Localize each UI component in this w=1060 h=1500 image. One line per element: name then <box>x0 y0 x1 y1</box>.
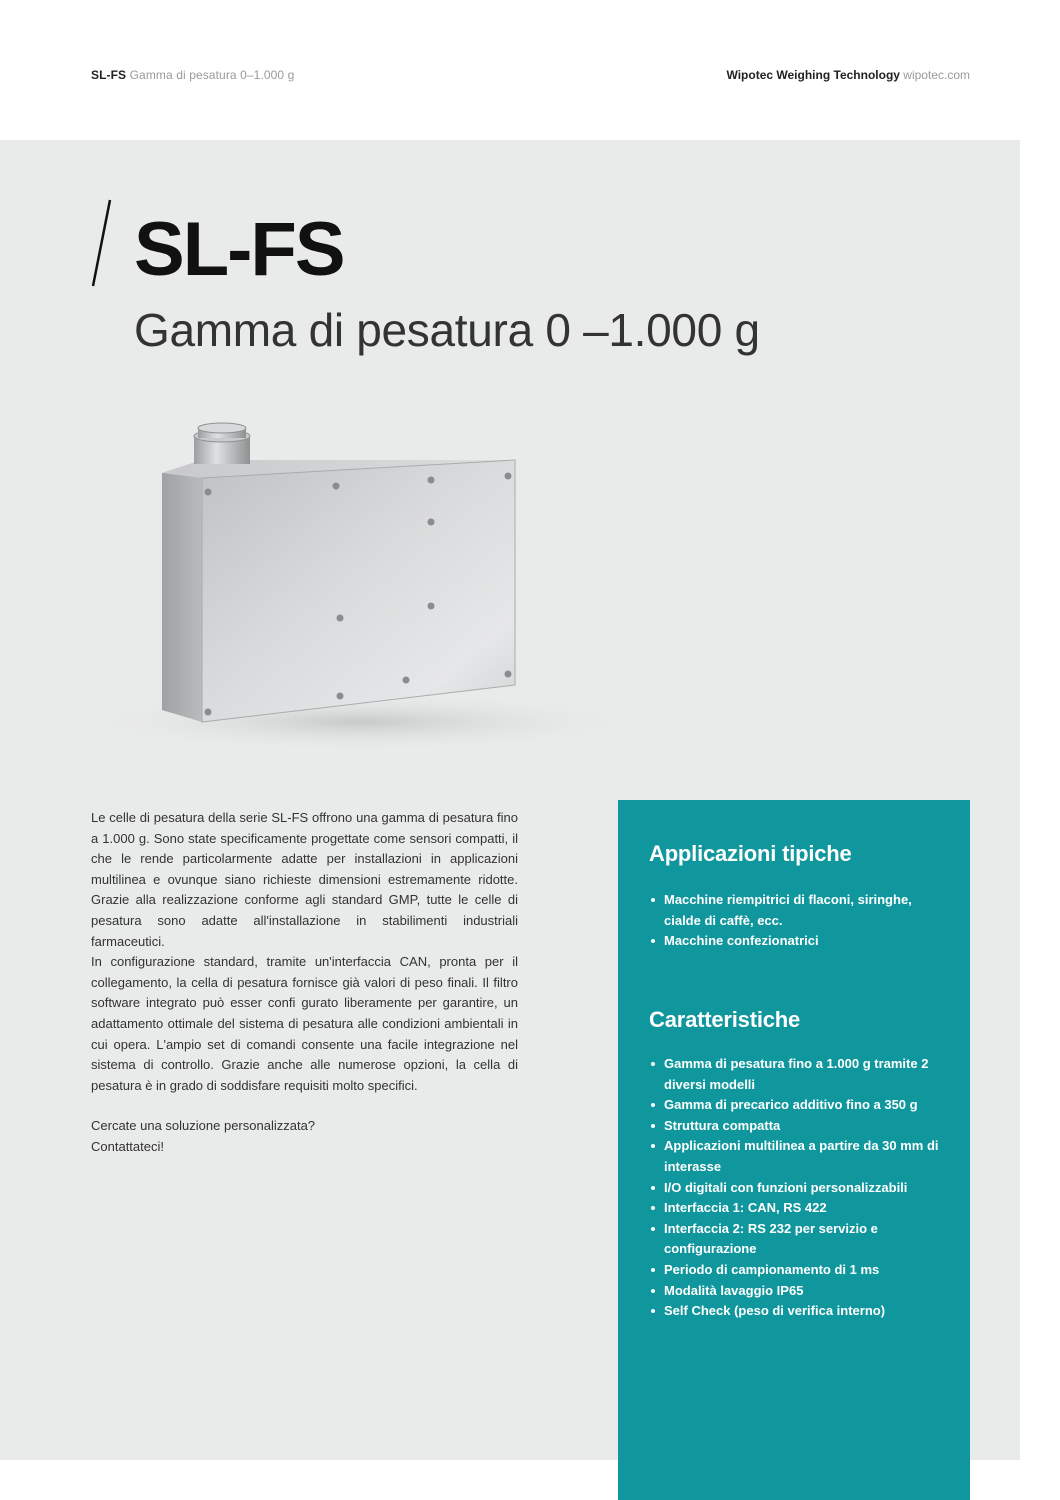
list-item: Periodo di campionamento di 1 ms <box>649 1260 949 1281</box>
list-item: Interfaccia 1: CAN, RS 422 <box>649 1198 949 1219</box>
features-title: Caratteristiche <box>649 1007 801 1032</box>
list-item: Self Check (peso di verifica interno) <box>649 1301 949 1322</box>
intro-paragraph-2: In configurazione standard, tramite un'interfaccia CAN, pronta per il collegamento, la cella di pesatura fornisce già valori di peso finali. Il filtro software integrato può esser confi gurato liberamente per garantire, un adattamento ottimale del sistema di pesatura alle condizioni ambientali in cui opera. L'ampio set di comandi consente una facile integrazione nel sistema di controllo. Grazie anche alle numerose opzioni, la cella di pesatura è in grado di soddisfare requisiti molto specifici. <box>91 954 518 1093</box>
list-item: Modalità lavaggio IP65 <box>649 1281 949 1302</box>
intro-paragraph-1: Le celle di pesatura della serie SL-FS offrono una gamma di pesatura fino a 1.000 g. Sono state specificamente progettate come sensori compatti, il che le rende particolarmente adatte per installazioni in applicazioni multilinea e ovunque siano richieste dimensioni estremamente ridotte. Grazie alla realizzazione conforme agli standard GMP, tutte le celle di pesatura sono adatte all'installazione in stabilimenti industriali farmaceutici. <box>91 810 518 949</box>
intro-text <box>91 808 518 1158</box>
list-item: Struttura compatta <box>649 1116 949 1137</box>
applications-list <box>649 890 949 952</box>
contact-cta <box>91 1116 518 1157</box>
slash-icon <box>80 198 120 290</box>
list-item: Gamma di pesatura fino a 1.000 g tramite 2 diversi modelli <box>649 1054 949 1095</box>
product-image <box>60 410 620 770</box>
page-title: SL-FS <box>134 207 344 292</box>
header-company: Wipotec Weighing Technology <box>726 68 900 82</box>
header-website[interactable]: wipotec.com <box>903 68 970 82</box>
header-left <box>91 68 294 82</box>
page-subtitle: Gamma di pesatura 0 –1.000 g <box>134 304 760 356</box>
cta-question: Cercate una soluzione personalizzata? <box>91 1118 316 1134</box>
list-item: Macchine confezionatrici <box>649 931 949 952</box>
header-range: Gamma di pesatura 0–1.000 g <box>129 68 295 82</box>
list-item: Macchine riempitrici di flaconi, siringhe, cialde di caffè, ecc. <box>649 890 949 931</box>
list-item: I/O digitali con funzioni personalizzabili <box>649 1178 949 1199</box>
list-item: Gamma di precarico additivo fino a 350 g <box>649 1095 949 1116</box>
features-list <box>649 1054 949 1322</box>
header-product-code: SL-FS <box>91 68 127 82</box>
applications-title: Applicazioni tipiche <box>649 841 852 866</box>
info-sidebar <box>618 800 970 1500</box>
list-item: Interfaccia 2: RS 232 per servizio e configurazione <box>649 1219 949 1260</box>
list-item: Applicazioni multilinea a partire da 30 mm di interasse <box>649 1136 949 1177</box>
header-right <box>727 68 971 82</box>
cta-contact-link[interactable]: Contattateci! <box>91 1138 164 1154</box>
